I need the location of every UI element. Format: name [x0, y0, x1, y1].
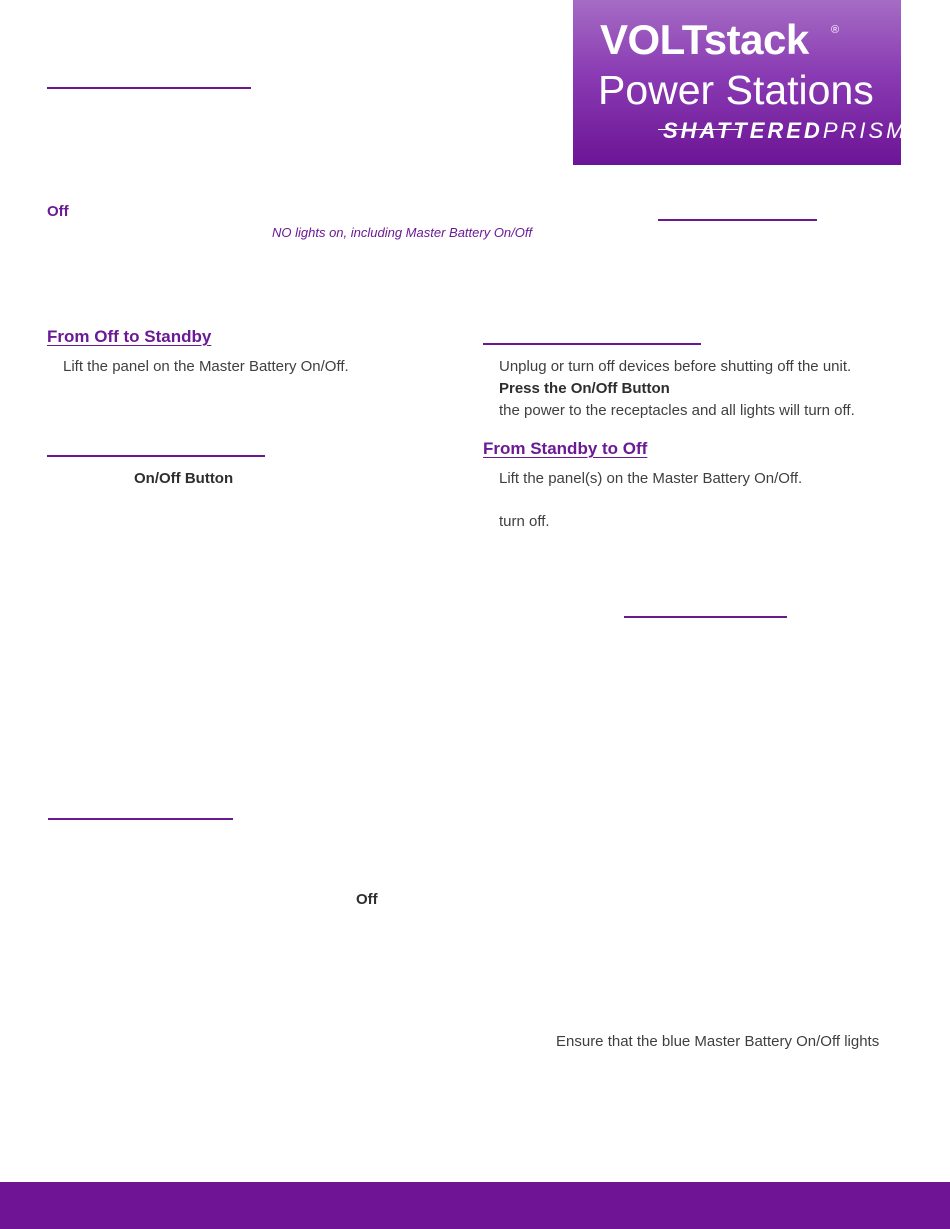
step-lift-panels: Lift the panel(s) on the Master Battery On/Off.	[499, 470, 803, 487]
state-off-note: NO lights on, including Master Battery On/Off	[272, 225, 533, 240]
section-rule	[47, 455, 265, 457]
off-word: Off	[356, 891, 378, 908]
step-press-button: Press the On/Off Button	[499, 380, 670, 397]
logo-brand: VOLTstack	[600, 16, 809, 63]
section-rule	[658, 219, 817, 221]
section-rule	[624, 616, 787, 618]
section-rule	[48, 818, 233, 820]
on-off-button-label: On/Off Button	[134, 470, 234, 487]
logo-registered-mark: ®	[831, 24, 840, 36]
step-lift-panel: Lift the panel on the Master Battery On/Off.	[63, 358, 349, 375]
ensure-note: Ensure that the blue Master Battery On/Off lights	[556, 1033, 880, 1050]
logo-maker-bold: SHATTERED	[663, 118, 823, 143]
logo-maker	[663, 118, 908, 144]
section-rule	[483, 343, 701, 345]
step-unplug: Unplug or turn off devices before shutting off the unit.	[499, 358, 852, 375]
footer-band	[0, 1182, 950, 1229]
section-rule	[47, 87, 251, 89]
step-power-off: the power to the receptacles and all lights will turn off.	[499, 402, 855, 419]
logo-product: Power Stations	[598, 67, 874, 113]
brand-logo	[573, 0, 908, 165]
step-turn-off: turn off.	[499, 513, 550, 530]
state-off-label: Off	[47, 203, 69, 220]
heading-standby-to-off: From Standby to Off	[483, 439, 648, 458]
heading-off-to-standby: From Off to Standby	[47, 327, 212, 346]
logo-maker-thin: PRISM	[822, 118, 908, 143]
